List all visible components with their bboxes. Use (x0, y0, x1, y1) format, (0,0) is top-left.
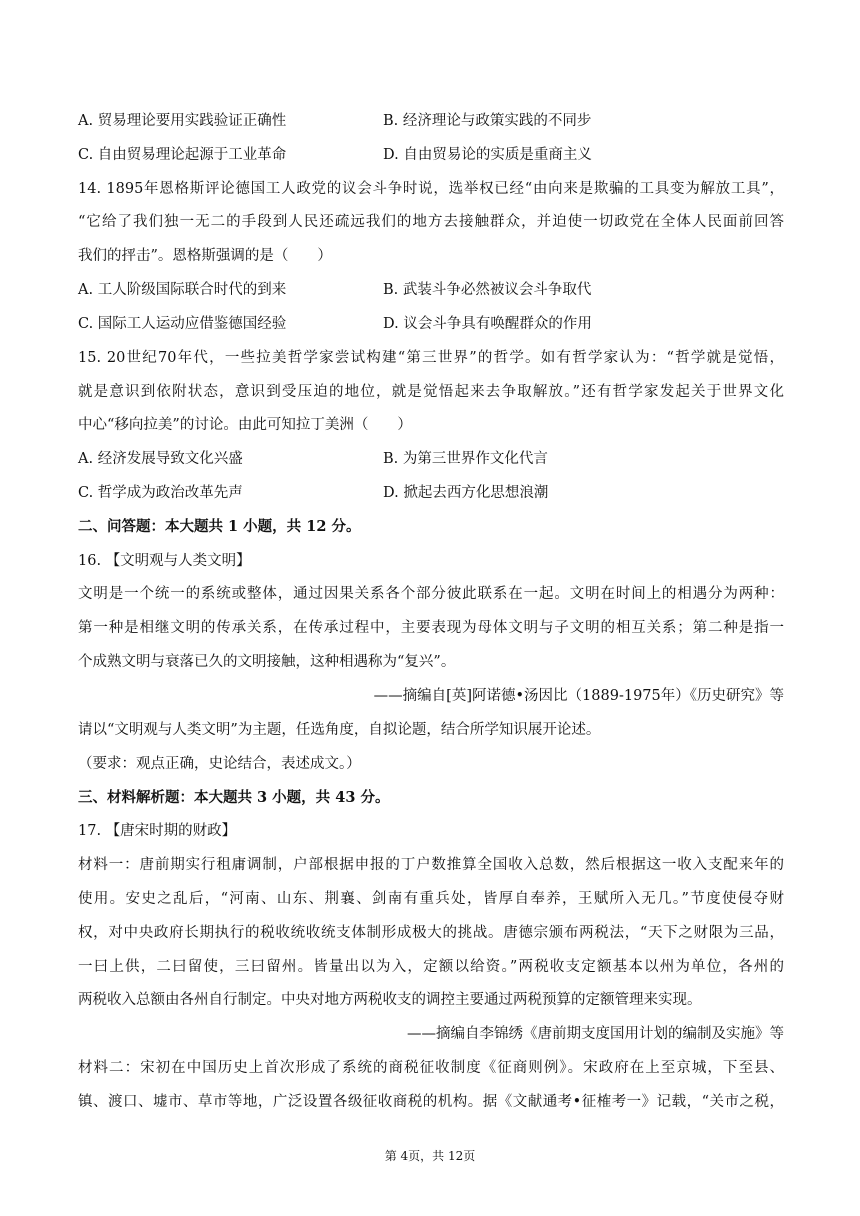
q14-stem-line-1: 14. 1895年恩格斯评论德国工人政党的议会斗争时说，选举权已经“由向来是欺骗的工具变为解放工具”， (78, 181, 784, 197)
q15-option-b: B. 为第三世界作文化代言 (383, 451, 548, 467)
q15-option-a: A. 经济发展导致文化兴盛 (78, 451, 243, 467)
q16-requirement: （要求：观点正确，史论结合，表述成文。） (78, 756, 361, 772)
q17-material-1-line-3: 权，对中央政府长期执行的税收统收统支体制形成极大的挑战。唐德宗颁布两税法，“天下之财限为三品， (78, 925, 784, 941)
q13-option-b: B. 经济理论与政策实践的不同步 (383, 113, 592, 129)
q16-para-line-2: 第一种是相继文明的传承关系，在传承过程中，主要表现为母体文明与子文明的相互关系；第二种是指一 (78, 620, 784, 636)
q17-material-1-line-1: 材料一：唐前期实行租庸调制，户部根据申报的丁户数推算全国收入总数，然后根据这一收入支配来年的 (78, 857, 784, 873)
q16-para-line-1: 文明是一个统一的系统或整体，通过因果关系各个部分彼此联系在一起。文明在时间上的相遇分为两种： (78, 586, 784, 602)
q17-title: 17. 【唐宋时期的财政】 (78, 823, 237, 839)
q13-option-c: C. 自由贸易理论起源于工业革命 (78, 147, 287, 163)
q16-task: 请以“文明观与人类文明”为主题，任选角度，自拟论题，结合所学知识展开论述。 (78, 722, 601, 738)
q14-stem-line-3: 我们的抨击”。恩格斯强调的是（ ） (78, 248, 332, 264)
section-2-heading: 二、问答题：本大题共 1 小题，共 12 分。 (78, 518, 361, 535)
q14-option-a: A. 工人阶级国际联合时代的到来 (78, 282, 287, 298)
q13-option-a: A. 贸易理论要用实践验证正确性 (78, 113, 287, 129)
q15-stem-line-3: 中心“移向拉美”的讨论。由此可知拉丁美洲（ ） (78, 417, 412, 433)
q17-material-1-line-4: 一曰上供，二曰留使，三曰留州。皆量出以为入，定额以给资。”两税收支定额基本以州为单位，各州的 (78, 959, 784, 975)
q17-material-1-line-5: 两税收入总额由各州自行制定。中央对地方两税收支的调控主要通过两税预算的定额管理来实现。 (78, 992, 702, 1008)
q14-option-b: B. 武装斗争必然被议会斗争取代 (383, 282, 592, 298)
q13-option-d: D. 自由贸易论的实质是重商主义 (383, 147, 592, 163)
page-number-footer: 第 4页，共 12页 (384, 1149, 476, 1163)
q16-para-line-3: 个成熟文明与衰落已久的文明接触，这种相遇称为“复兴”。 (78, 654, 456, 670)
q17-material-2-line-2: 镇、渡口、墟市、草市等地，广泛设置各级征收商税的机构。据《文献通考•征榷考一》记载，“关市之税， (78, 1094, 784, 1110)
q16-source: ——摘编自[英]阿诺德•汤因比（1889-1975年）《历史研究》等 (373, 688, 784, 704)
q14-option-c: C. 国际工人运动应借鉴德国经验 (78, 316, 287, 332)
q17-material-1-source: ——摘编自李锦绣《唐前期支度国用计划的编制及实施》等 (407, 1026, 784, 1042)
q17-material-2-line-1: 材料二：宋初在中国历史上首次形成了系统的商税征收制度《征商则例》。宋政府在上至京城，下至县、 (78, 1060, 784, 1076)
q15-stem-line-1: 15. 20世纪70年代，一些拉美哲学家尝试构建“第三世界”的哲学。如有哲学家认为：“哲学就是觉悟， (78, 350, 784, 366)
q15-option-d: D. 掀起去西方化思想浪潮 (383, 485, 549, 501)
q17-material-1-line-2: 使用。安史之乱后，“河南、山东、荆襄、剑南有重兵处，皆厚自奉养，王赋所入无几。”节度使侵夺财 (78, 891, 784, 907)
q15-option-c: C. 哲学成为政治改革先声 (78, 485, 243, 501)
section-3-heading: 三、材料解析题：本大题共 3 小题，共 43 分。 (78, 789, 390, 806)
q14-option-d: D. 议会斗争具有唤醒群众的作用 (383, 316, 592, 332)
q14-stem-line-2: “它给了我们独一无二的手段到人民还疏远我们的地方去接触群众，并迫使一切政党在全体人民面前回答 (78, 214, 784, 230)
q15-stem-line-2: 就是意识到依附状态，意识到受压迫的地位，就是觉悟起来去争取解放。”还有哲学家发起关于世界文化 (78, 384, 784, 400)
q16-title: 16. 【文明观与人类文明】 (78, 553, 251, 569)
